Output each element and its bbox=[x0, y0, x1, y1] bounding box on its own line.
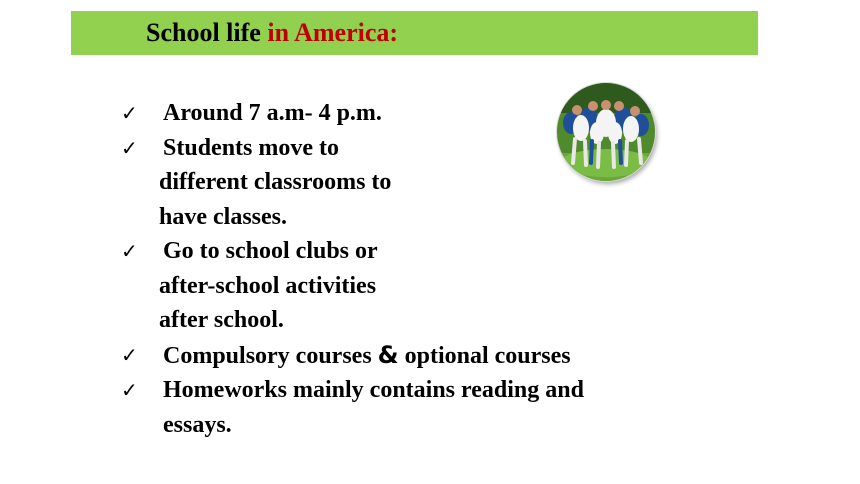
bullet-item bbox=[121, 131, 584, 235]
slide-title bbox=[146, 17, 398, 49]
checkmark-icon: ✓ bbox=[121, 342, 138, 367]
checkmark-icon: ✓ bbox=[121, 101, 138, 125]
title-accent: in America: bbox=[267, 18, 399, 47]
bullet-text: optional courses bbox=[398, 342, 571, 369]
bullet-text-continued: after-school activities bbox=[159, 272, 377, 299]
checkmark-icon: ✓ bbox=[121, 135, 138, 160]
title-bar bbox=[71, 11, 758, 55]
team-huddle-photo bbox=[557, 83, 655, 181]
title-main: School life bbox=[146, 18, 268, 47]
bullet-text-continued: have classes. bbox=[159, 203, 287, 230]
bullet-item bbox=[121, 96, 584, 131]
checkmark-icon: ✓ bbox=[121, 378, 138, 402]
bullet-text: Compulsory courses bbox=[163, 342, 378, 369]
checkmark-icon: ✓ bbox=[121, 239, 138, 263]
bullet-item bbox=[121, 373, 584, 442]
bullet-text-continued: different classrooms to bbox=[159, 169, 392, 195]
bullet-text-continued: after school. bbox=[159, 307, 284, 333]
bullet-item bbox=[121, 234, 584, 338]
bullet-text: Around 7 a.m- 4 p.m. bbox=[163, 100, 382, 126]
bullet-item bbox=[121, 338, 584, 374]
ampersand: & bbox=[377, 340, 399, 369]
bullet-text-continued: essays. bbox=[163, 411, 232, 438]
bullet-text: Homeworks mainly contains reading and bbox=[163, 377, 584, 403]
bullet-text: Go to school clubs or bbox=[163, 238, 378, 264]
bullet-list bbox=[121, 96, 584, 442]
bullet-text: Students move to bbox=[163, 134, 340, 161]
